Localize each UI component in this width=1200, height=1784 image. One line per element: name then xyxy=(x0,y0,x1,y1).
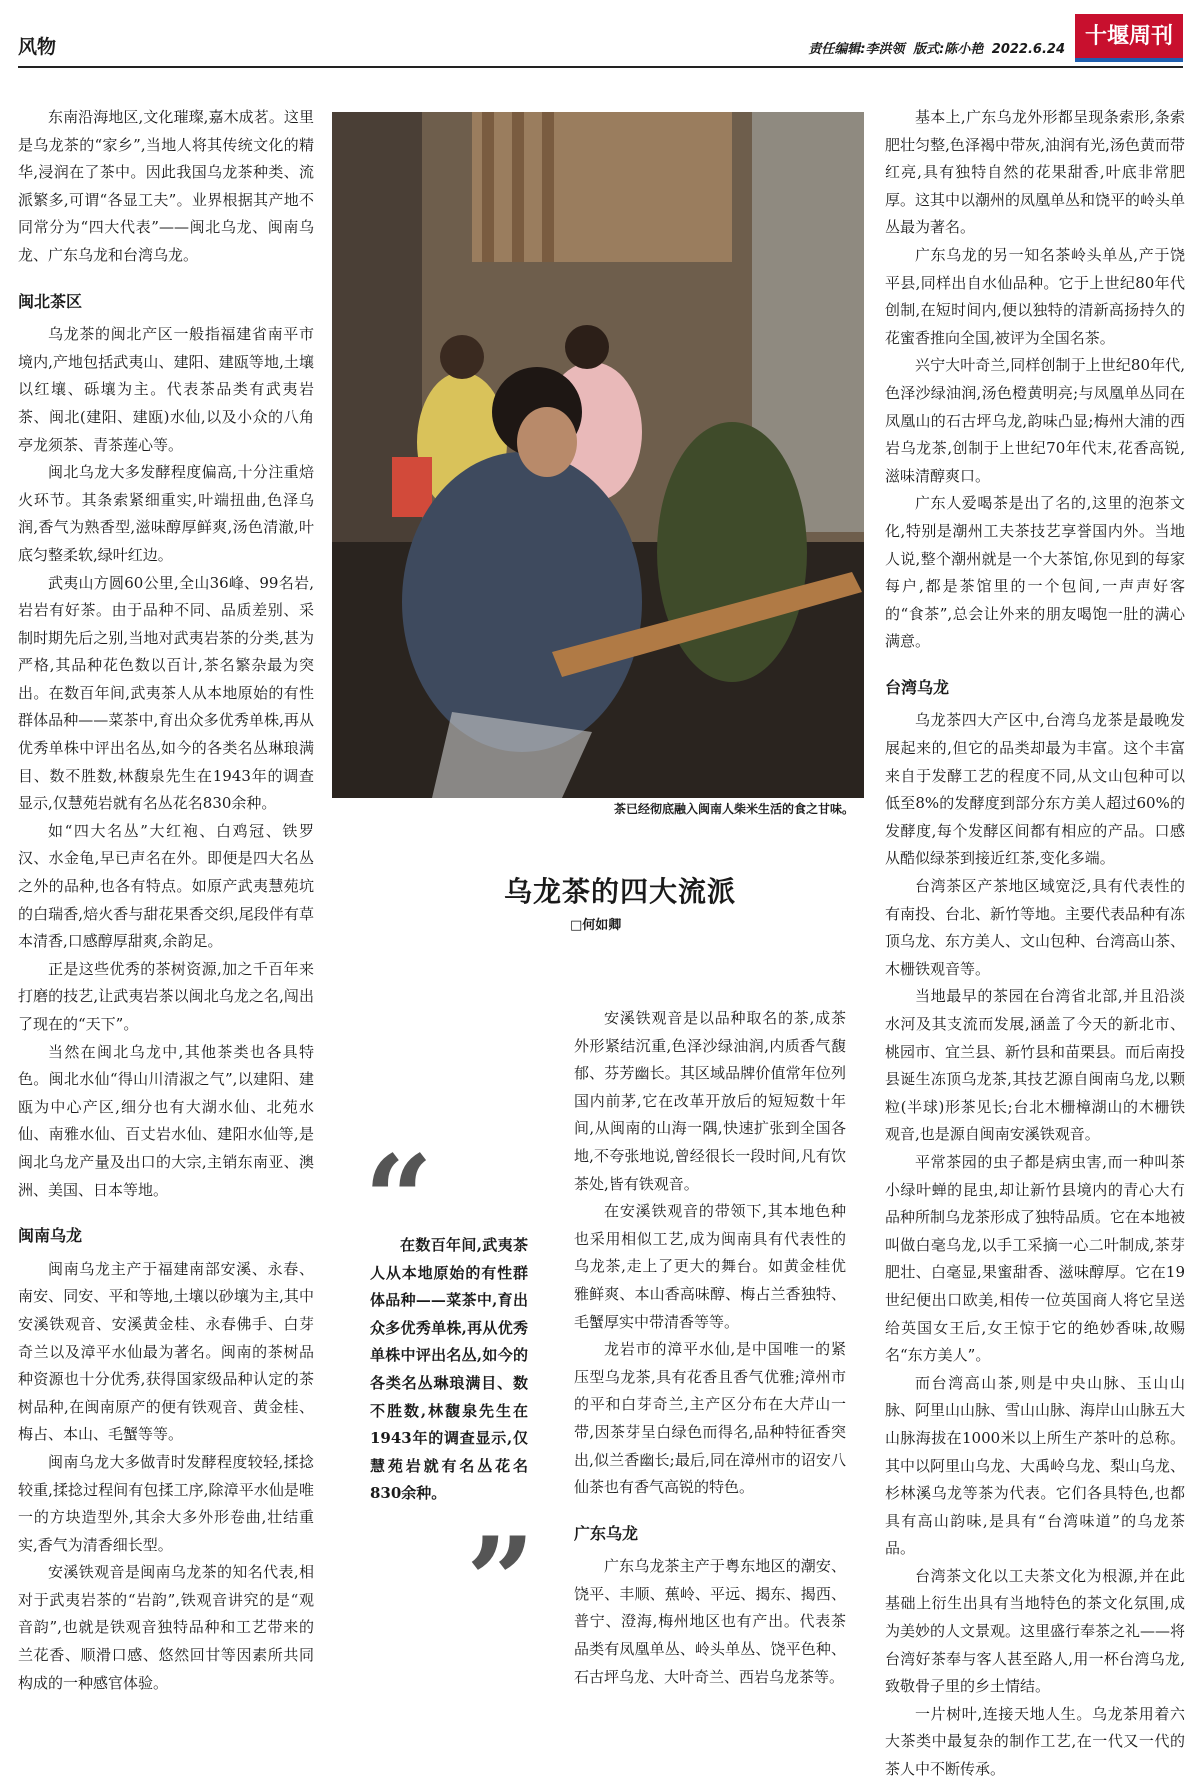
minnan-paragraph: 闽南乌龙大多做青时发酵程度较轻,揉捻较重,揉捻过程间有包揉工序,除漳平水仙是唯一的方块造型外,其余大多外形卷曲,壮结重实,香气为清香细长型。 xyxy=(18,1452,314,1554)
heading-taiwan: 台湾乌龙 xyxy=(885,677,950,697)
taiwan-paragraph: 乌龙茶四大产区中,台湾乌龙茶是最晚发展起来的,但它的品类却最为丰富。这个丰富来自于发酵工艺的程度不同,从文山包种可以低至8%的发酵度到部分东方美人超过60%的发酵度,每个发酵区间都有相应的产品。口感从酷似绿茶到接近红茶,变化多端。 xyxy=(885,711,1185,868)
open-quote-icon: “ xyxy=(364,1129,434,1270)
taiwan-paragraph: 台湾茶区产茶地区域宽泛,具有代表性的有南投、台北、新竹等地。主要代表品种有冻顶乌龙、东方美人、文山包种、台湾高山茶、木栅铁观音等。 xyxy=(885,877,1186,978)
minbei-paragraph: 当然在闽北乌龙中,其他茶类也各具特色。闽北水仙“得山川清淑之气”,以建阳、建瓯为中心产区,细分也有大湖水仙、北苑水仙、南雅水仙、百丈岩水仙、建阳水仙等,是闽北乌龙产量及出口的大宗,主销东南亚、澳洲、美国、日本等地。 xyxy=(18,1042,314,1199)
guangdong-paragraph: 广东乌龙茶主产于粤东地区的潮安、饶平、丰顺、蕉岭、平远、揭东、揭西、普宁、澄海,梅州地区也有产出。代表茶品类有凤凰单丛、岭头单丛、饶平色种、石古坪乌龙、大叶奇兰、西岩乌龙茶等。 xyxy=(574,1557,846,1686)
masthead-logo: 十堰周刊 xyxy=(1075,14,1183,62)
column-3 xyxy=(574,1005,846,1691)
minnan-paragraph: 安溪铁观音是闽南乌龙茶的知名代表,相对于武夷岩茶的“岩韵”,铁观音讲究的是“观音韵”,也就是铁观音独特品种和工艺带来的兰花香、顺滑口感、悠然回甘等因素所共同构成的一种感官体验。 xyxy=(18,1563,314,1692)
issue-date: 2022.6.24 xyxy=(991,42,1065,57)
page-header xyxy=(18,23,1183,62)
guangdong-paragraph: 基本上,广东乌龙外形都呈现条索形,条索肥壮匀整,色泽褐中带灰,油润有光,汤色黄而带红亮,具有独特自然的花果甜香,叶底非常肥厚。这其中以潮州的凤凰单丛和饶平的岭头单丛最为著名。 xyxy=(885,108,1186,237)
pull-quote: 在数百年间,武夷茶人从本地原始的有性群体品种——菜茶中,育出众多优秀单株,再从优秀单株中评出名丛,如今的各类名丛琳琅满目、数不胜数,林馥泉先生在1943年的调查显示,仅慧苑岩就有名丛花名830余种。 xyxy=(370,1236,528,1503)
layout-credit: 版式:陈小艳 xyxy=(913,42,984,57)
article-byline: □何如卿 xyxy=(570,918,622,933)
editor-credit: 责任编辑:李洪领 xyxy=(808,42,905,57)
article-title: 乌龙茶的四大流派 xyxy=(503,875,736,908)
taiwan-paragraph: 一片树叶,连接天地人生。乌龙茶用着六大茶类中最复杂的制作工艺,在一代又一代的茶人中不断传承。 xyxy=(885,1704,1185,1779)
intro-paragraph: 东南沿海地区,文化璀璨,嘉木成茗。这里是乌龙茶的“家乡”,当地人将其传统文化的精华,浸润在了茶中。因此我国乌龙茶种类、流派繁多,可谓“各显工夫”。业界根据其产地不同常分为“四大代表”——闽北乌龙、闽南乌龙、广东乌龙和台湾乌龙。 xyxy=(18,108,314,264)
guangdong-paragraph: 兴宁大叶奇兰,同样创制于上世纪80年代,色泽沙绿油润,汤色橙黄明亮;与凤凰单丛同在凤凰山的石古坪乌龙,韵味凸显;梅州大浦的西岩乌龙茶,创制于上世纪70年代末,花香高锐,滋味清醇爽口。 xyxy=(885,356,1185,485)
minbei-paragraph: 正是这些优秀的茶树资源,加之千百年来打磨的技艺,让武夷岩茶以闽北乌龙之名,闯出了现在的“天下”。 xyxy=(18,959,314,1033)
guangdong-paragraph: 广东人爱喝茶是出了名的,这里的泡茶文化,特别是潮州工夫茶技艺享誉国内外。当地人说,整个潮州就是一个大茶馆,你见到的每家每户,都是茶馆里的一个包间,一声声好客的“食茶”,总会让外来的朋友喝饱一肚的满心满意。 xyxy=(885,494,1185,651)
minbei-paragraph: 如“四大名丛”大红袍、白鸡冠、铁罗汉、水金龟,早已声名在外。即便是四大名丛之外的品种,也各有特点。如原产武夷慧苑坑的白瑞香,焙火香与甜花果香交织,尾段伴有草本清香,口感醇厚甜爽,余韵足。 xyxy=(18,821,314,951)
credits xyxy=(804,38,1065,57)
guangdong-paragraph: 广东乌龙的另一知名茶岭头单丛,产于饶平县,同样出自水仙品种。它于上世纪80年代创制,在短时间内,便以独特的清新高扬持久的花蜜香推向全国,被评为全国名茶。 xyxy=(885,245,1185,347)
minbei-paragraph: 武夷山方圆60公里,全山36峰、99名岩,岩岩有好茶。由于品种不同、品质差别、采制时期先后之别,当地对武夷岩茶的分类,甚为严格,其品种花色数以百计,茶名繁杂最为突出。在数百年间,武夷茶人从本地原始的有性群体品种——菜茶中,育出众多优秀单株,再从优秀单株中评出名丛,如今的各类名丛琳琅满目、数不胜数,林馥泉先生在1943年的调查显示,仅慧苑岩就有名丛花名830余种。 xyxy=(18,573,314,813)
heading-minnan: 闽南乌龙 xyxy=(18,1226,83,1246)
column-4 xyxy=(885,104,1185,1784)
tea-photo-illustration xyxy=(332,112,864,798)
taiwan-paragraph: 平常茶园的虫子都是病虫害,而一种叫茶小绿叶蝉的昆虫,却让新竹县境内的青心大冇品种所制乌龙茶形成了独特品质。它在本地被叫做白毫乌龙,以手工采摘一心二叶制成,茶芽肥壮、白毫显,果蜜甜香、滋味醇厚。它在19世纪便出口欧美,相传一位英国商人将它呈送给英国女王后,女王惊于它的绝妙香味,故赐名“东方美人”。 xyxy=(885,1152,1186,1365)
minnan-paragraph: 安溪铁观音是以品种取名的茶,成茶外形紧结沉重,色泽沙绿油润,内质香气馥郁、芬芳幽长。其区域品牌价值常年位列国内前茅,它在改革开放后的短短数十年间,从闽南的山海一隅,快速扩张到全国各地,不夸张地说,曾经很长一段时间,凡有饮茶处,皆有铁观音。 xyxy=(574,1009,846,1193)
minnan-paragraph: 闽南乌龙主产于福建南部安溪、永春、南安、同安、平和等地,土壤以砂壤为主,其中安溪铁观音、安溪黄金桂、永春佛手、白芽奇兰以及漳平水仙最为著名。闽南的茶树品种资源也十分优秀,获得国家级品种认定的茶树品种,在闽南原产的便有铁观音、黄金桂、梅占、本山、毛蟹等等。 xyxy=(18,1259,314,1444)
column-1 xyxy=(18,104,314,1697)
minnan-paragraph: 在安溪铁观音的带领下,其本地色种也采用相似工艺,成为闽南具有代表性的乌龙茶,走上了更大的舞台。如黄金桂优雅鲜爽、本山香高味醇、梅占兰香独特、毛蟹厚实中带清香等等。 xyxy=(574,1202,846,1331)
section-name: 风物 xyxy=(18,36,57,58)
minbei-paragraph: 闽北乌龙大多发酵程度偏高,十分注重焙火环节。其条索紧细重实,叶端扭曲,色泽乌润,香气为熟香型,滋味醇厚鲜爽,汤色清澈,叶底匀整柔软,绿叶红边。 xyxy=(18,463,314,564)
header-divider xyxy=(18,66,1183,68)
photo-caption: 茶已经彻底融入闽南人柴米生活的食之甘味。 xyxy=(613,802,854,816)
taiwan-paragraph: 而台湾高山茶,则是中央山脉、玉山山脉、阿里山山脉、雪山山脉、海岸山山脉五大山脉海拔在1000米以上所生产茶叶的总称。其中以阿里山乌龙、大禹岭乌龙、梨山乌龙、杉林溪乌龙等茶为代表。它们各具特色,也都具有高山韵味,是具有“台湾味道”的乌龙茶品。 xyxy=(885,1373,1186,1558)
tea-photo xyxy=(332,112,864,798)
close-quote-icon: ” xyxy=(466,1511,536,1652)
taiwan-paragraph: 当地最早的茶园在台湾省北部,并且沿淡水河及其支流而发展,涵盖了今天的新北市、桃园市、宜兰县、新竹县和苗栗县。而后南投县诞生冻顶乌龙茶,其技艺源自闽南乌龙,以颗粒(半球)形茶见长;台北木栅樟湖山的木栅铁观音,也是源自闽南安溪铁观音。 xyxy=(885,987,1186,1144)
taiwan-paragraph: 台湾茶文化以工夫茶文化为根源,并在此基础上衍生出具有当地特色的茶文化氛围,成为美妙的人文景观。这里盛行奉茶之礼——将台湾好茶奉与客人甚至路人,用一杯台湾乌龙,致敬骨子里的乡土情结。 xyxy=(885,1566,1186,1696)
heading-minbei: 闽北茶区 xyxy=(18,291,83,311)
heading-guangdong: 广东乌龙 xyxy=(574,1523,639,1543)
minbei-paragraph: 乌龙茶的闽北产区一般指福建省南平市境内,产地包括武夷山、建阳、建瓯等地,土壤以红壤、砾壤为主。代表茶品类有武夷岩茶、闽北(建阳、建瓯)水仙,以及小众的八角亭龙须茶、青茶莲心等。 xyxy=(18,325,314,454)
minnan-paragraph: 龙岩市的漳平水仙,是中国唯一的紧压型乌龙茶,具有花香且香气优雅;漳州市的平和白芽奇兰,主产区分布在大芹山一带,因茶芽呈白绿色而得名,品种特征香突出,似兰香幽长;最后,同在漳州市的诏安八仙茶也有香气高锐的特色。 xyxy=(574,1340,846,1497)
